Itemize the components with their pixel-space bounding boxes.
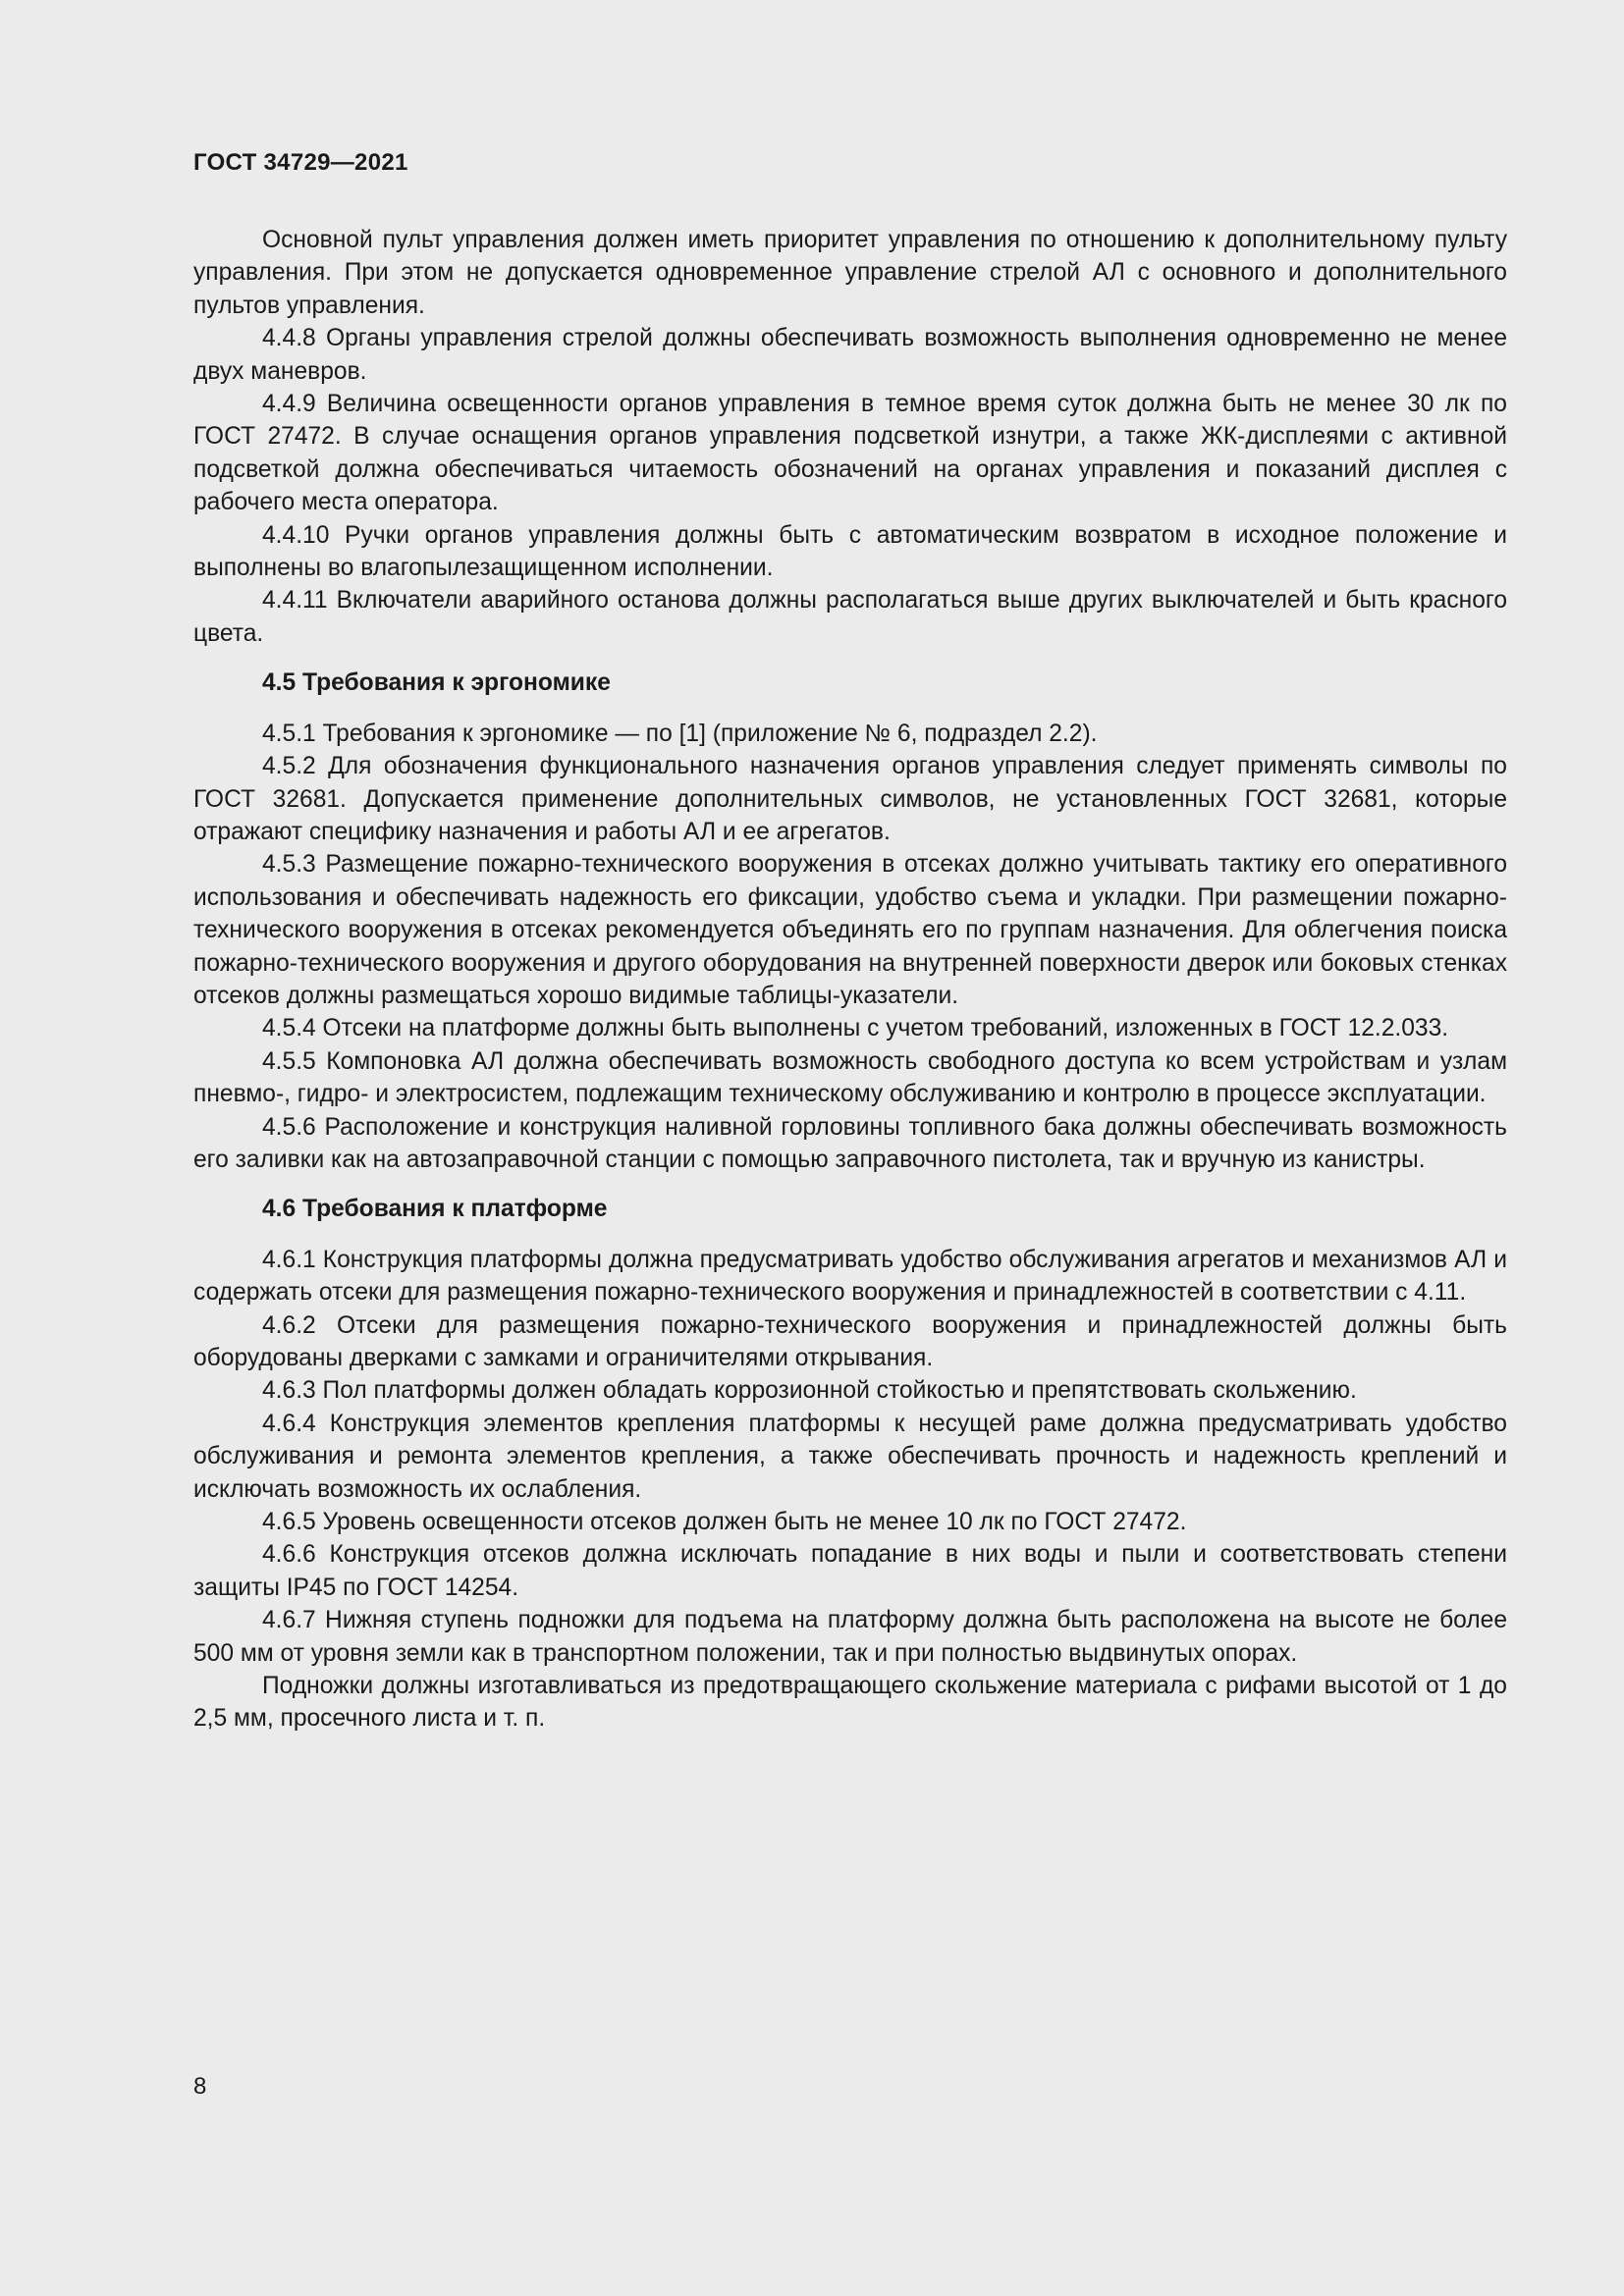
paragraph-4-5-4: 4.5.4 Отсеки на платформе должны быть выполнены с учетом требований, изложенных в ГОСТ 12.2.033.	[262, 1015, 1449, 1042]
paragraph-steps-material: Подножки должны изготавливаться из предотвращающего скольжение материала с рифами высотой от 1 до 2,5 мм, просечного листа и т. п.	[193, 1673, 1507, 1733]
paragraph-4-6-2: 4.6.2 Отсеки для размещения пожарно-технического вооружения и принадлежностей должны быть оборудованы дверками с замками и ограничителями открывания.	[193, 1311, 1507, 1371]
page-number: 8	[193, 2073, 207, 2100]
paragraph-4-6-3: 4.6.3 Пол платформы должен обладать коррозионной стойкостью и препятствовать скольжению.	[262, 1377, 1357, 1405]
section-heading-4-6: 4.6 Требования к платформе	[262, 1196, 608, 1223]
paragraph-4-5-5: 4.5.5 Компоновка АЛ должна обеспечивать возможность свободного доступа ко всем устройствам и узлам пневмо-, гидро- и электросистем, подлежащим техническому обслуживанию и контролю в процессе эксплуатации.	[193, 1047, 1507, 1108]
paragraph-4-4-10: 4.4.10 Ручки органов управления должны быть с автоматическим возвратом в исходное положение и выполнены во влагопылезащищенном исполнении.	[193, 521, 1507, 582]
paragraph-4-4-9: 4.4.9 Величина освещенности органов управления в темное время суток должна быть не менее 30 лк по ГОСТ 27472. В случае оснащения органов управления подсветкой изнутри, а также ЖК-дисплеями с активной подсветкой должна обеспечиваться читаемость обозначений на органах управления и показаний дисплея с рабочего места оператора.	[193, 391, 1507, 516]
paragraph-4-4-7-cont: Основной пульт управления должен иметь приоритет управления по отношению к дополнительному пульту управления. При этом не допускается одновременное управление стрелой АЛ с основного и дополнительного пультов управления.	[193, 227, 1507, 319]
paragraph-4-6-4: 4.6.4 Конструкция элементов крепления платформы к несущей раме должна предусматривать удобство обслуживания и ремонта элементов крепления, а также обеспечивать прочность и надежность креплений и исключать возможность их ослабления.	[193, 1410, 1507, 1503]
paragraph-4-5-3: 4.5.3 Размещение пожарно-технического вооружения в отсеках должно учитывать тактику его оперативного использования и обеспечивать надежность его фиксации, удобство съема и укладки. При размещении пожарно-технического вооружения в отсеках рекомендуется объединять его по группам назначения. Для облегчения поиска пожарно-технического вооружения и другого оборудования на внутренней поверхности дверок или боковых стенках отсеков должны размещаться хорошо видимые таблицы-указатели.	[193, 851, 1507, 1009]
document-body	[193, 224, 1507, 1735]
paragraph-4-4-11: 4.4.11 Включатели аварийного останова должны располагаться выше других выключателей и быть красного цвета.	[193, 587, 1507, 647]
paragraph-4-6-5: 4.6.5 Уровень освещенности отсеков должен быть не менее 10 лк по ГОСТ 27472.	[262, 1509, 1187, 1536]
paragraph-4-4-8: 4.4.8 Органы управления стрелой должны обеспечивать возможность выполнения одновременно не менее двух маневров.	[193, 325, 1507, 385]
paragraph-4-5-6: 4.5.6 Расположение и конструкция наливной горловины топливного бака должны обеспечивать возможность его заливки как на автозаправочной станции с помощью заправочного пистолета, так и вручную из канистры.	[193, 1113, 1507, 1173]
paragraph-4-5-2: 4.5.2 Для обозначения функционального назначения органов управления следует применять символы по ГОСТ 32681. Допускается применение дополнительных символов, не установленных ГОСТ 32681, которые отражают специфику назначения и работы АЛ и ее агрегатов.	[193, 753, 1507, 845]
paragraph-4-6-7: 4.6.7 Нижняя ступень подножки для подъема на платформу должна быть расположена на высоте не более 500 мм от уровня земли как в транспортном положении, так и при полностью выдвинутых опорах.	[193, 1607, 1507, 1667]
paragraph-4-6-1: 4.6.1 Конструкция платформы должна предусматривать удобство обслуживания агрегатов и механизмов АЛ и содержать отсеки для размещения пожарно-технического вооружения и принадлежностей в соответствии с 4.11.	[193, 1246, 1507, 1307]
paragraph-4-5-1: 4.5.1 Требования к эргономике — по [1] (приложение № 6, подраздел 2.2).	[262, 720, 1098, 747]
document-header: ГОСТ 34729—2021	[193, 149, 408, 176]
section-heading-4-5: 4.5 Требования к эргономике	[262, 669, 611, 697]
paragraph-4-6-6: 4.6.6 Конструкция отсеков должна исключать попадание в них воды и пыли и соответствовать степени защиты IP45 по ГОСТ 14254.	[193, 1541, 1507, 1601]
